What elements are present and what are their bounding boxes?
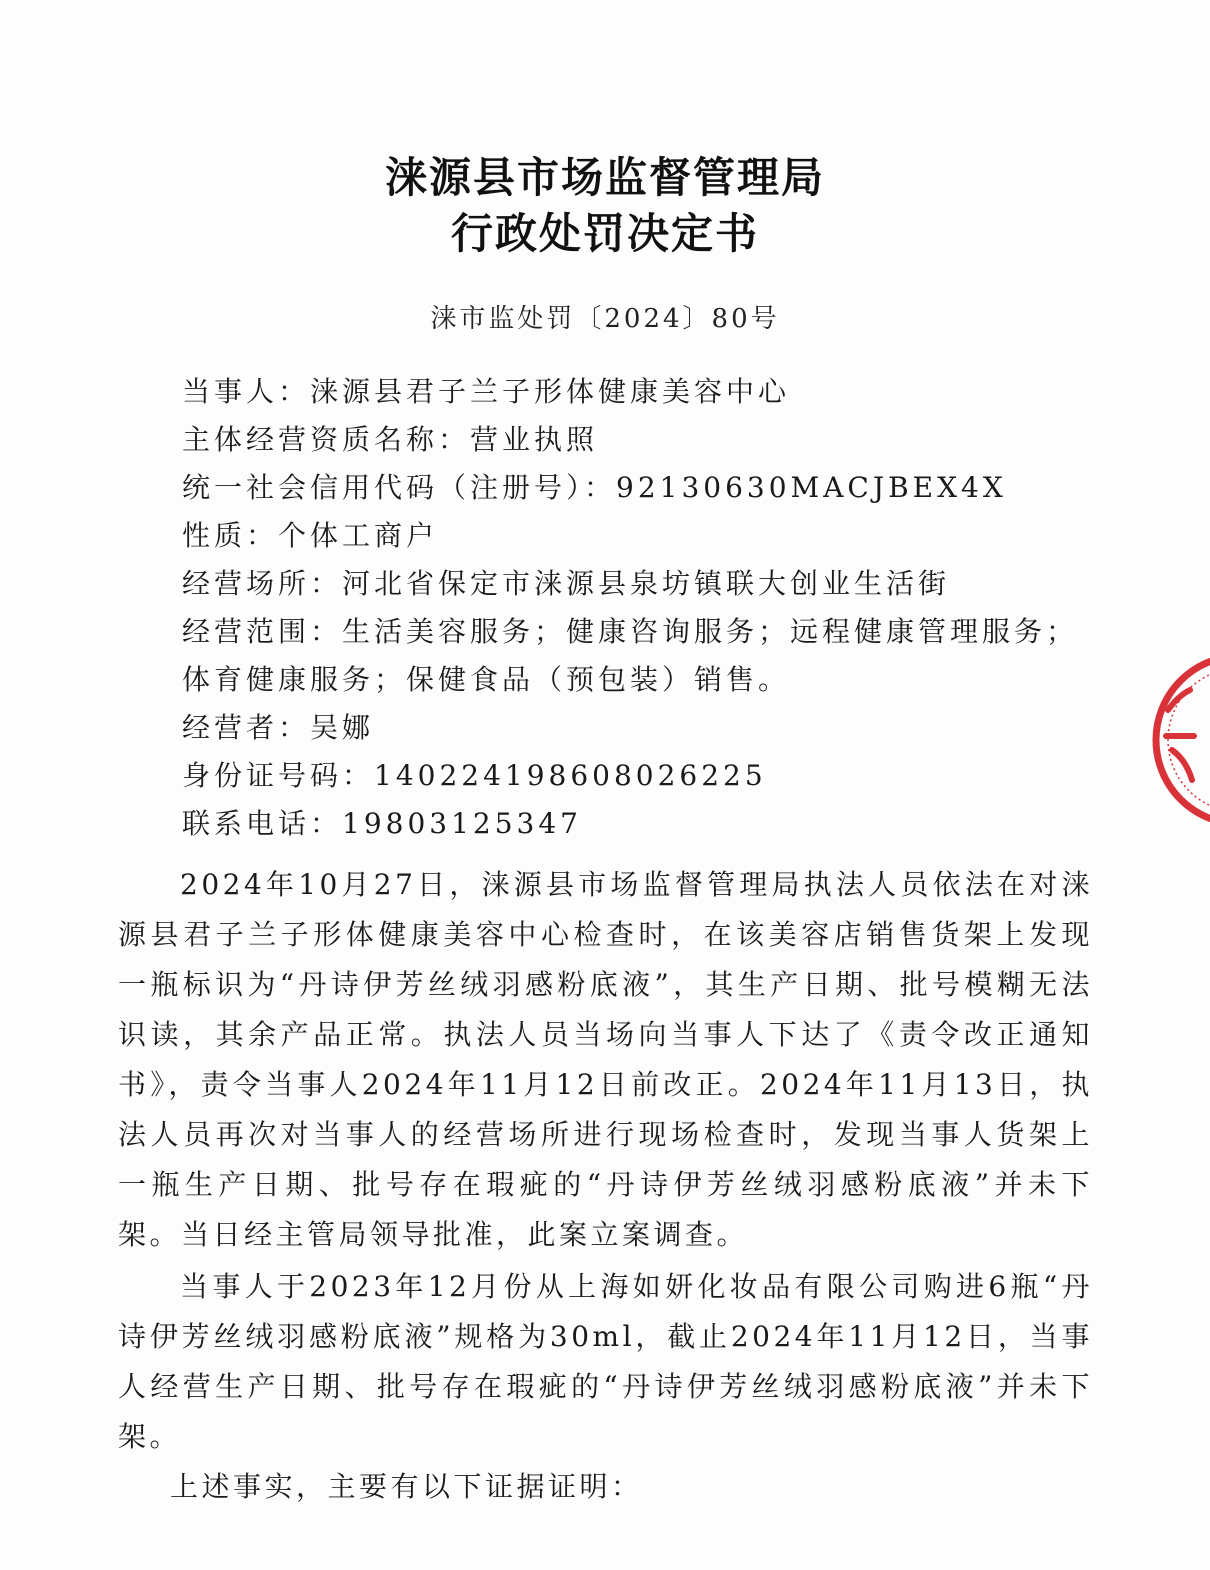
document-type: 行政处罚决定书	[450, 209, 759, 258]
credit-code-value: 92130630MACJBEX4X	[616, 471, 1007, 504]
qualification-field	[182, 416, 1102, 464]
document-number: 涞市监处罚〔2024〕80号	[430, 304, 780, 334]
qualification-value: 营业执照	[470, 423, 599, 456]
party-value: 涞源县君子兰子形体健康美容中心	[310, 375, 791, 408]
paragraph-text: 2024年10月27日，涞源县市场监督管理局执法人员依法在对涞源县君子兰子形体健康美容中心检查时，在该美容店销售货架上发现一瓶标识为“丹诗伊芳丝绒羽感粉底液”，其生产日期、批号模糊无法识读，其余产品正常。执法人员当场向当事人下达了《责令改正通知书》，责令当事人2024年11月12日前改正。2024年11月13日，执法人员再次对当事人的经营场所进行现场检查时，发现当事人货架上一瓶生产日期、批号存在瑕疵的“丹诗伊芳丝绒羽感粉底液”并未下架。当日经主管局领导批准，此案立案调查。	[118, 868, 1093, 1251]
evidence-intro	[170, 1462, 1145, 1512]
phone-label: 联系电话：	[182, 807, 343, 840]
credit-code-label: 统一社会信用代码（注册号）：	[182, 471, 617, 504]
id-number-field	[182, 752, 1102, 800]
premises-field	[182, 560, 1102, 608]
scope-label: 经营范围：	[182, 615, 343, 648]
qualification-label: 主体经营资质名称：	[182, 423, 471, 456]
phone-value: 19803125347	[342, 807, 582, 840]
premises-label: 经营场所：	[182, 567, 343, 600]
id-number-value: 140224198608026225	[374, 759, 767, 792]
nature-label: 性质：	[182, 519, 279, 552]
credit-code-field	[182, 464, 1102, 512]
agency-name: 涞源县市场监督管理局	[384, 153, 825, 202]
operator-field	[182, 704, 1102, 752]
official-seal	[1120, 640, 1210, 840]
party-field	[182, 368, 1102, 416]
nature-value: 个体工商户	[278, 519, 439, 552]
scope-value-line1: 生活美容服务；健康咨询服务；远程健康管理服务；	[342, 615, 1079, 648]
facts-paragraph-1	[118, 860, 1093, 1260]
scope-field	[182, 608, 1102, 656]
party-info	[182, 368, 1102, 848]
nature-field	[182, 512, 1102, 560]
premises-value: 河北省保定市涞源县泉坊镇联大创业生活街	[342, 567, 951, 600]
paragraph-text: 上述事实，主要有以下证据证明：	[170, 1470, 643, 1503]
document-title	[0, 150, 1210, 262]
operator-label: 经营者：	[182, 711, 311, 744]
facts-paragraph-2	[118, 1262, 1093, 1462]
paragraph-text: 当事人于2023年12月份从上海如妍化妆品有限公司购进6瓶“丹诗伊芳丝绒羽感粉底液”规格为30ml，截止2024年11月12日，当事人经营生产日期、批号存在瑕疵的“丹诗伊芳丝绒羽感粉底液”并未下架。	[118, 1270, 1093, 1453]
operator-value: 吴娜	[310, 711, 375, 744]
scope-value-line2: 体育健康服务；保健食品（预包装）销售。	[182, 663, 791, 696]
seal-outer-ring	[1156, 656, 1210, 824]
id-number-label: 身份证号码：	[182, 759, 375, 792]
seal-glyph-strokes	[1166, 690, 1194, 780]
scope-field-continued	[182, 656, 1102, 704]
party-label: 当事人：	[182, 375, 311, 408]
phone-field	[182, 800, 1102, 848]
